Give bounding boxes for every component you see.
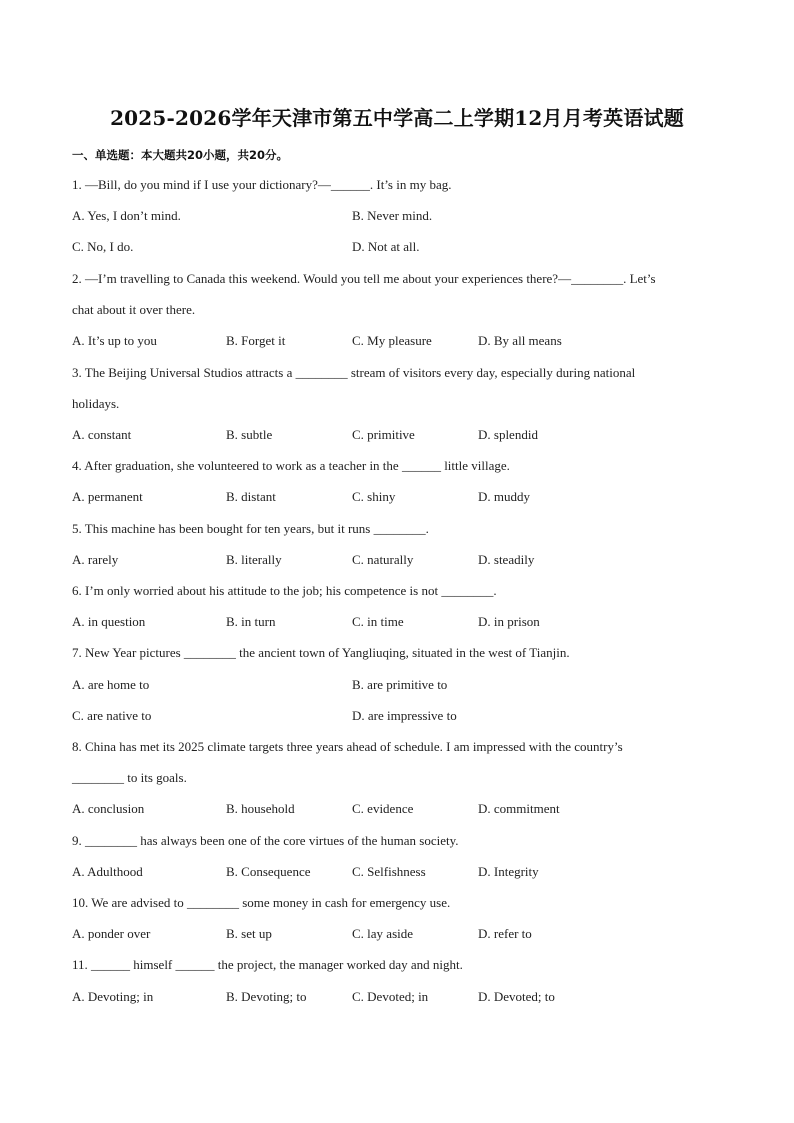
option-c: C. in time — [352, 614, 404, 629]
option-a: A. constant — [72, 427, 132, 442]
option-b: B. distant — [226, 489, 276, 504]
option-d: D. Not at all. — [352, 239, 420, 254]
option-c: C. Selfishness — [352, 864, 426, 879]
option-a: A. rarely — [72, 552, 119, 567]
question-stem-continued: ________ to its goals. — [72, 770, 187, 785]
question-stem: 7. New Year pictures ________ the ancient town of Yangliuqing, situated in the west of Tianjin. — [72, 645, 570, 660]
question-stem: 11. ______ himself ______ the project, the manager worked day and night. — [72, 957, 463, 972]
option-c: C. No, I do. — [72, 239, 134, 254]
option-b: B. literally — [226, 552, 282, 567]
question-stem: 9. ________ has always been one of the core virtues of the human society. — [72, 833, 459, 848]
option-c: C. shiny — [352, 489, 396, 504]
option-a: A. Adulthood — [72, 864, 143, 879]
option-b: B. Consequence — [226, 864, 311, 879]
option-a: A. permanent — [72, 489, 143, 504]
option-b: B. subtle — [226, 427, 273, 442]
question-stem: 2. —I’m travelling to Canada this weekend. Would you tell me about your experiences there?—________. Let’s — [72, 271, 656, 286]
question-stem: 6. I’m only worried about his attitude to the job; his competence is not ________. — [72, 583, 497, 598]
question-stem: 4. After graduation, she volunteered to work as a teacher in the ______ little village. — [72, 458, 510, 473]
option-c: C. primitive — [352, 427, 415, 442]
question-stem-continued: holidays. — [72, 396, 120, 411]
option-a: A. It’s up to you — [72, 333, 157, 348]
question-stem: 8. China has met its 2025 climate targets three years ahead of schedule. I am impressed with the country’s — [72, 739, 623, 754]
option-b: B. Never mind. — [352, 208, 433, 223]
option-d: D. By all means — [478, 333, 562, 348]
option-b: B. Forget it — [226, 333, 286, 348]
option-c: C. lay aside — [352, 926, 414, 941]
question-stem-continued: chat about it over there. — [72, 302, 196, 317]
option-d: D. commitment — [478, 801, 560, 816]
option-d: D. are impressive to — [352, 708, 457, 723]
option-d: D. Devoted; to — [478, 989, 555, 1004]
page-title: 2025-2026学年天津市第五中学高二上学期12月月考英语试题 — [110, 106, 684, 130]
option-d: D. in prison — [478, 614, 540, 629]
option-c: C. are native to — [72, 708, 152, 723]
question-stem: 3. The Beijing Universal Studios attracts a ________ stream of visitors every day, especially during national — [72, 365, 636, 380]
question-stem: 1. —Bill, do you mind if I use your dictionary?—______. It’s in my bag. — [72, 177, 452, 192]
option-a: A. ponder over — [72, 926, 151, 941]
question-stem: 5. This machine has been bought for ten years, but it runs ________. — [72, 521, 429, 536]
option-c: C. Devoted; in — [352, 989, 429, 1004]
question-stem: 10. We are advised to ________ some money in cash for emergency use. — [72, 895, 451, 910]
option-b: B. in turn — [226, 614, 276, 629]
option-a: A. Yes, I don’t mind. — [72, 208, 181, 223]
option-d: D. Integrity — [478, 864, 539, 879]
option-b: B. Devoting; to — [226, 989, 307, 1004]
section-heading: 一、单选题：本大题共20小题，共20分。 — [72, 148, 289, 162]
option-d: D. steadily — [478, 552, 535, 567]
option-b: B. household — [226, 801, 295, 816]
option-a: A. Devoting; in — [72, 989, 154, 1004]
option-b: B. are primitive to — [352, 677, 448, 692]
option-a: A. in question — [72, 614, 146, 629]
option-c: C. naturally — [352, 552, 414, 567]
option-d: D. muddy — [478, 489, 530, 504]
option-d: D. refer to — [478, 926, 532, 941]
option-c: C. My pleasure — [352, 333, 432, 348]
option-a: A. conclusion — [72, 801, 145, 816]
option-a: A. are home to — [72, 677, 150, 692]
option-c: C. evidence — [352, 801, 414, 816]
option-b: B. set up — [226, 926, 272, 941]
option-d: D. splendid — [478, 427, 538, 442]
